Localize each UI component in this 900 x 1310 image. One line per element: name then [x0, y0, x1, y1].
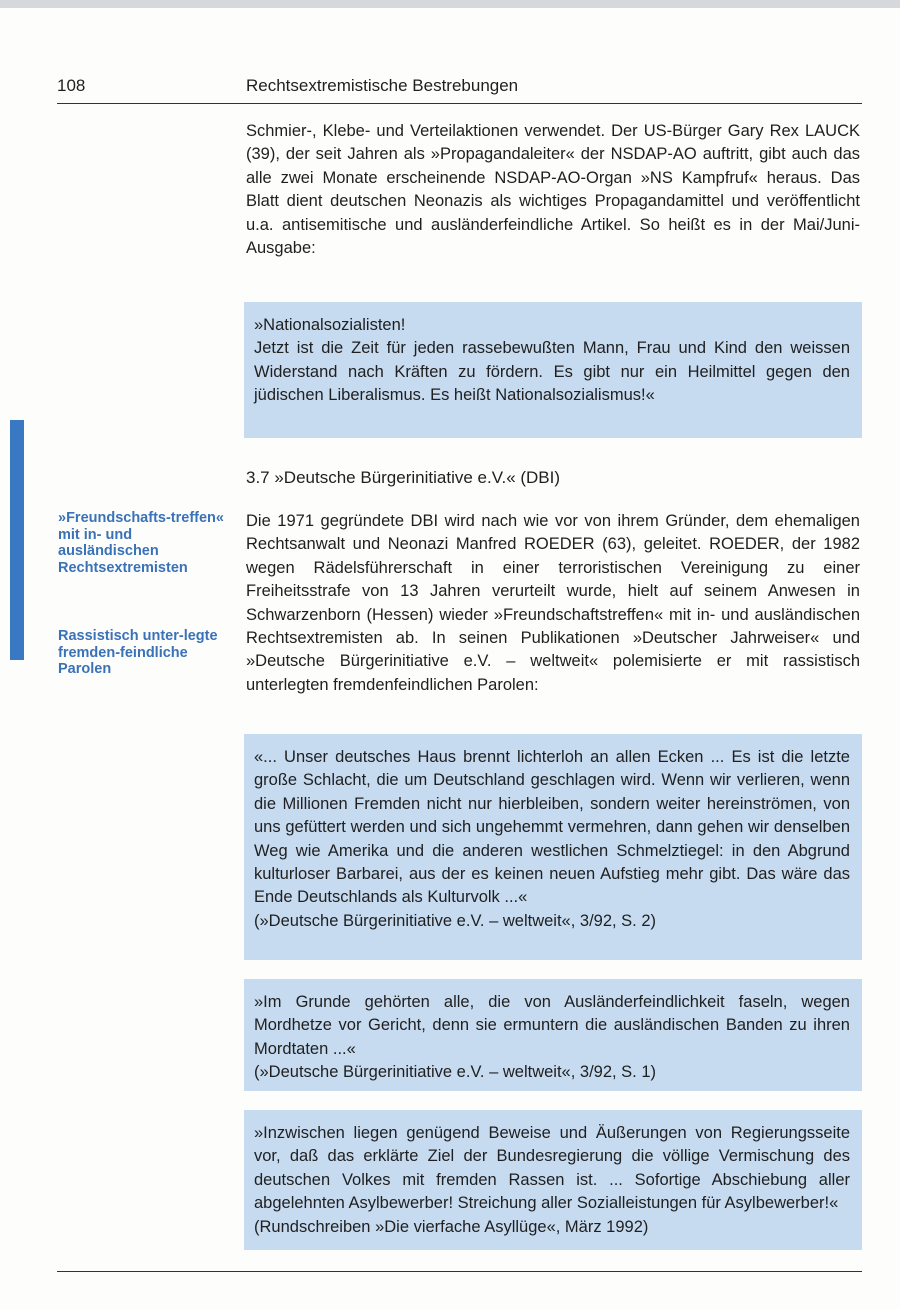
quote-box-4 — [244, 1110, 862, 1250]
quote-4-text: »Inzwischen liegen genügend Beweise und Äußerungen von Regierungsseite vor, daß das erklärte Ziel der Bundesregierung die völlige Vermischung des deutschen Volkes mit fremden Rassen ist. ... Sofortige Abschiebung aller abgelehnten Asylbewerber! Streichung aller Sozialleistungen für Asylbewerber!« — [254, 1124, 850, 1213]
quote-box-2 — [244, 734, 862, 960]
section-paragraph — [246, 510, 860, 697]
scan-top-edge — [0, 0, 900, 8]
sidenote-freundschaftstreffen: »Freundschafts-treffen« mit in- und ausländischen Rechtsextremisten — [58, 510, 224, 576]
running-title: Rechtsextremistische Bestrebungen — [246, 76, 519, 95]
sidenote-rassistisch: Rassistisch unter-legte fremden-feindliche Parolen — [58, 628, 218, 677]
quote-1-text: Jetzt ist die Zeit für jeden rassebewußten Mann, Frau und Kind den weissen Widerstand nach Kräften zu fördern. Es gibt nur ein Heilmittel gegen den jüdischen Liberalismus. Es heißt Nationalsozialismus!« — [254, 339, 850, 405]
quote-1-first-line: »Nationalsozialisten! — [254, 316, 406, 334]
quote-3-text: »Im Grunde gehörten alle, die von Ausländerfeindlichkeit faseln, wegen Mordhetze vor Gericht, denn sie ermuntern die ausländischen Banden zu ihren Mordtaten ...« — [254, 993, 850, 1058]
quote-box-1 — [244, 302, 862, 438]
quote-2-text: «... Unser deutsches Haus brennt lichterloh an allen Ecken ... Es ist die letzte große Schlacht, die um Deutschland geschlagen wird. Wenn wir verlieren, wenn die Millionen Fremden nicht nur hierbleiben, sondern weiter hereinströmen, von uns gefüttert werden und sich ungehemmt vermehren, dann gehen wir denselben Weg wie Amerika und die anderen westlichen Schmelztiegel: in den Abgrund kulturloser Barbarei, aus der es keinen neuen Aufstieg mehr gibt. Das wäre das Ende Deutschlands als Kulturvolk ...« — [254, 748, 850, 907]
section-heading: 3.7 »Deutsche Bürgerinitiative e.V.« (DBI) — [246, 468, 561, 487]
header-rule — [57, 103, 862, 104]
margin-marker-bar — [10, 420, 24, 660]
page-number: 108 — [57, 76, 86, 95]
footer-rule — [57, 1271, 862, 1272]
intro-text: Schmier-, Klebe- und Verteilaktionen verwendet. Der US-Bürger Gary Rex LAUCK (39), der seit Jahren als »Propagandaleiter« der NSDAP-AO auftritt, gibt auch das alle zwei Monate erscheinende NSDAP-AO-Organ »NS Kampfruf« heraus. Das Blatt dient deutschen Neonazis als wichtiges Propagandamittel und veröffentlicht u.a. antisemitische und ausländerfeindliche Artikel. So heißt es in der Mai/Juni-Ausgabe: — [246, 122, 860, 258]
section-text: Die 1971 gegründete DBI wird nach wie vor von ihrem Gründer, dem ehemaligen Rechtsanwalt und Neonazi Manfred ROEDER (63), geleitet. ROEDER, der 1982 wegen Rädelsführerschaft in einer terroristischen Vereinigung zu einer Freiheitsstrafe von 13 Jahren verurteilt wurde, hielt auf seinem Anwesen in Schwarzenborn (Hessen) wieder »Freundschaftstreffen« mit in- und ausländischen Rechtsextremisten ab. In seinen Publikationen »Deutscher Jahrweiser« und »Deutsche Bürgerinitiative e.V. – weltweit« polemisierte er mit rassistisch unterlegten fremdenfeindlichen Parolen: — [246, 512, 860, 694]
intro-paragraph — [246, 120, 860, 260]
quote-4-source: (Rundschreiben »Die vierfache Asyllüge«, März 1992) — [254, 1217, 649, 1236]
quote-2-source: (»Deutsche Bürgerinitiative e.V. – weltweit«, 3/92, S. 2) — [254, 911, 657, 930]
quote-3-source: (»Deutsche Bürgerinitiative e.V. – weltweit«, 3/92, S. 1) — [254, 1063, 657, 1082]
quote-box-3 — [244, 979, 862, 1091]
